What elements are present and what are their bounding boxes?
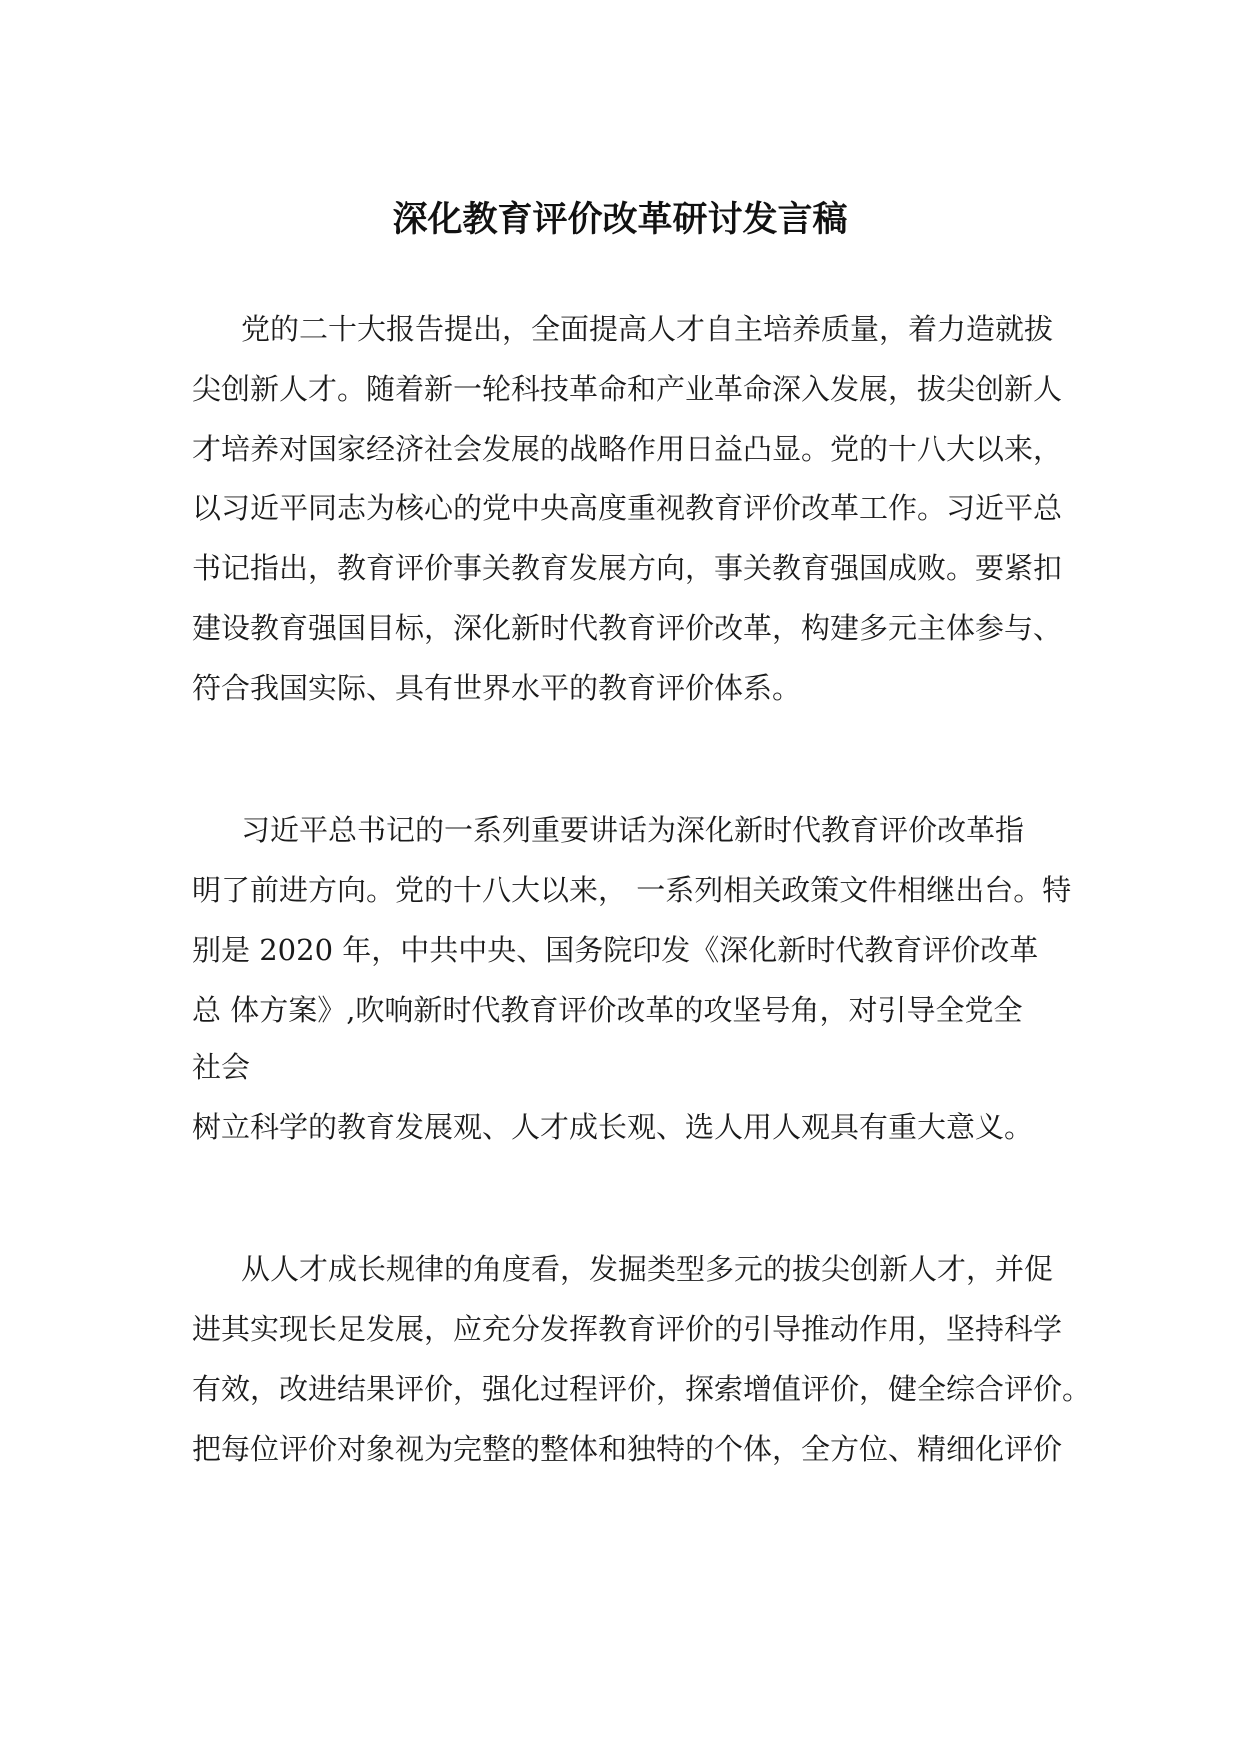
paragraph-1-line-7: 符合我国实际、具有世界水平的教育评价体系。 bbox=[192, 671, 802, 705]
paragraph-3-line-1: 从人才成长规律的角度看，发掘类型多元的拔尖创新人才，并促 bbox=[241, 1252, 1054, 1286]
document-title: 深化教育评价改革研讨发言稿 bbox=[392, 200, 848, 240]
paragraph-2-line-1: 习近平总书记的一系列重要讲话为深化新时代教育评价改革指 bbox=[241, 813, 1025, 847]
paragraph-2-line-6: 树立科学的教育发展观、人才成长观、选人用人观具有重大意义。 bbox=[192, 1110, 1034, 1144]
paragraph-3-line-3: 有效，改进结果评价，强化过程评价，探索增值评价，健全综合评价。 bbox=[192, 1372, 1092, 1406]
paragraph-2-line-2: 明了前进方向。党的十八大以来， 一系列相关政策文件相继出台。特 bbox=[192, 873, 1072, 907]
paragraph-1-line-6: 建设教育强国目标，深化新时代教育评价改革，构建多元主体参与、 bbox=[192, 611, 1063, 645]
paragraph-1-line-4: 以习近平同志为核心的党中央高度重视教育评价改革工作。习近平总 bbox=[192, 491, 1063, 525]
paragraph-2-line-4: 总 体方案》,吹响新时代教育评价改革的攻坚号角，对引导全党全 bbox=[192, 993, 1023, 1027]
paragraph-1-line-1: 党的二十大报告提出，全面提高人才自主培养质量，着力造就拔 bbox=[241, 312, 1054, 346]
paragraph-3-line-4: 把每位评价对象视为完整的整体和独特的个体，全方位、精细化评价 bbox=[192, 1432, 1063, 1466]
paragraph-1-line-3: 才培养对国家经济社会发展的战略作用日益凸显。党的十八大以来， bbox=[192, 432, 1063, 466]
paragraph-2-line-3: 别是 2020 年，中共中央、国务院印发《深化新时代教育评价改革 bbox=[192, 933, 1039, 967]
paragraph-3-line-2: 进其实现长足发展，应充分发挥教育评价的引导推动作用，坚持科学 bbox=[192, 1312, 1063, 1346]
paragraph-1-line-5: 书记指出，教育评价事关教育发展方向，事关教育强国成败。要紧扣 bbox=[192, 551, 1063, 585]
paragraph-2-line-5: 社会 bbox=[192, 1050, 251, 1084]
paragraph-1-line-2: 尖创新人才。随着新一轮科技革命和产业革命深入发展，拔尖创新人 bbox=[192, 372, 1063, 406]
